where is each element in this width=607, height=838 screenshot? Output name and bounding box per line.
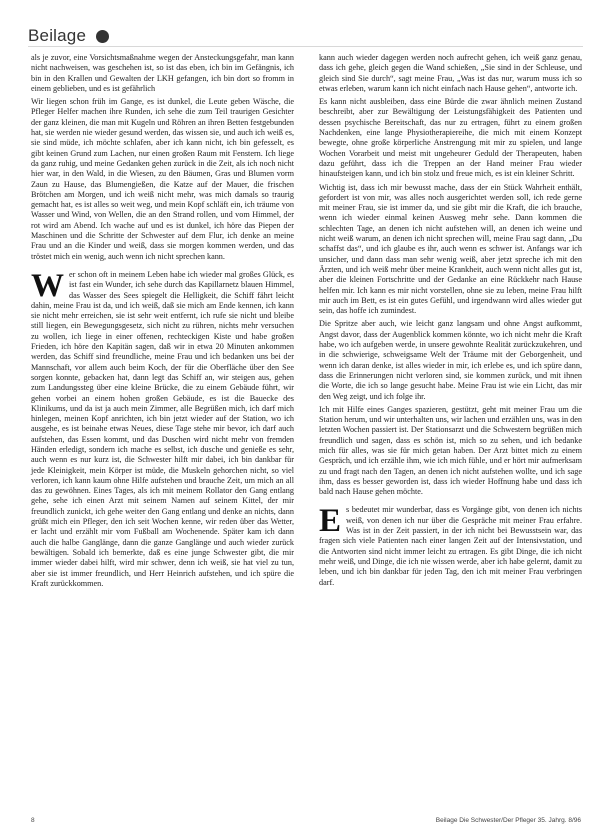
right-text-column: [319, 53, 582, 591]
bullet-dot-icon: [96, 30, 109, 43]
section-title: Beilage: [28, 26, 87, 45]
paragraph: Ich mit Hilfe eines Ganges spazieren, gestützt, geht mit meiner Frau um die Station herum, und wir unterhalten uns, wir lachen und erzählen uns, was in den letzten Wochen passiert ist. Der Stationsarzt und die Schwestern begrüßen mich freundlich und sagen, dass es schön ist, mich so zu sehen, und ich bedanke mich für alles, was sie für mich getan haben. Der Arzt bittet mich zu einem Gespräch, und ich erzähle ihm, wie ich mich fühle, und er hört mir aufmerksam zu und fragt nach den Tagen, an denen ich nicht aufstehen wollte, und ich sage ihm, dass es besser geworden ist, dass ich wieder Hoffnung habe und dass ich bald nach Hause gehen möchte.: [319, 404, 582, 497]
left-text-column: [31, 53, 294, 592]
header-divider: [28, 46, 583, 47]
paragraph-with-dropcap: [31, 267, 294, 589]
paragraph: kann auch wieder dagegen werden noch aufrecht gehen, ich weiß ganz genau, dass ich gehe, gleich gegen die Wand schießen, „Sie sind in der Schleuse, und gleich sind Sie durch“, sagt meine Frau, „Was ist das nur, warum muss ich so etwas erleben, warum kann ich nicht einfach nach Hause gehen“, antworte ich.: [319, 53, 582, 93]
page-header: [28, 26, 109, 46]
paragraph: Es kann nicht ausbleiben, dass eine Bürde die zwar ähnlich meinen Zustand beschreibt, aber zur Bewältigung der Leistungsfähigkeit des Patienten und dessen psychische Bereitschaft, das nur zu ertragen, führt zu einem großen Nachdenken, eine lange Physiotherapiereihe, die mich mit einem Konzept bewegte, ohne große körperliche Anstrengung mit mir zu spielen, und lange Wochen Vorarbeit und meist mit ungeheurer Geduld der Therapeuten, haben dazu geführt, dass ich die Treppen an der Hand meiner Frau wieder hinaufsteigen kann, und ich bin stolz und freue mich, es ist ein kleiner Schritt.: [319, 97, 582, 179]
paragraph: Die Spritze aber auch, wie leicht ganz langsam und ohne Angst aufkommt, Angst davor, dass der Augenblick kommen könnte, wo ich nicht mehr die Kraft habe, wo ich aufgeben werde, in unsere gewohnte Realität zurückzukehren, und in die schwierige, schweigsame Welt der Träume mit der Geborgenheit, und wenn ich daran denke, ist alles wieder in mir, ich erlebe es, und ich spüre dann, dass die Erinnerungen nicht verloren sind, sie kommen zurück, und mit ihnen die Worte, die ich so lange gesucht habe. Meine Frau ist wie ein Licht, das mir den Weg zeigt, und ich folge ihr.: [319, 319, 582, 401]
paragraph: als je zuvor, eine Vorsichtsmaßnahme wegen der Ansteckungsgefahr, man kann nicht nachweisen, was geschehen ist, so ist das eben, ich bin im Gefängnis, ich bin in den Krallen und Gewalten der LKH gefangen, ich bin dort so fromm in einem geblieben, und es ist gefährlich: [31, 53, 294, 93]
paragraph-with-dropcap: [319, 505, 582, 587]
paragraph-text: er schon oft in meinem Leben habe ich wieder mal großes Glück, es ist fast ein Wunder, ich sehe durch das Kapillarnetz blauen Himmel, das Wasser des Sees spiegelt die Helligkeit, die Schiff fährt leicht dahin, meine Frau ist da, und ich weiß, daß sie mich am Ende kennen, ich kann sie nicht mehr erreichen, sie ist sehr weit entfernt, ich rufe sie nicht und bleibe still liegen, ein Bewegungsgesetz, sich nicht zu rühren, nichts mehr versuchen zu wollen, ich liege in einer offenen, rechteckigen Kiste und habe großen Frieden, ich höre den Kapitän sagen, daß wir in etwa 20 Minuten ankommen werden, das Schiff sind freundliche, meine Frau und ich bedanken uns bei der Mannschaft, vor allem auch beim Koch, der für die Oberfläche über den See sorgen konnte, gebacken hat, dann legt das Schiff an, wir steigen aus, gehen zum Landungssteg über eine kleine Brücke, die zu einem Gebäude führt, wir gehen vorbei an einem hohen großen Gebäude, es ist die Bauecke des Klinikums, und da ist ja auch mein Zimmer, alle Begrüßen mich, ich darf mich hinlegen, meinen Kopf anrichten, ich bin jetzt wieder auf der Station, wo ich ausgehe, es ist beinahe etwas Neues, diese Tage stehe mir bevor, ich darf auch aufstehen, das Essen kommt, und das Duschen wird nicht mehr von fremden Händen erledigt, sondern ich mache es selbst, ich dusche und genieße es sehr, auch wenn es nur kurz ist, die Schwester hilft mir dabei, ich bin dankbar für jede Kleinigkeit, mein Körper ist müde, die Muskeln gehorchen nicht, so viel verloren, ich kann kaum ohne Hilfe aufstehen und brauche Zeit, um mich an all das zu gewöhnen. Eines Tages, als ich mit meinem Rollator den Gang entlang gehe, sehe ich einen Arzt mit seinem Namen auf seinem Kittel, der mir freundlich zunickt, ich gehe weiter den Gang entlang und denke an nichts, dann grüßt mich ein Pfleger, den ich seit Wochen kenne, wir reden über das Wetter, er lacht und erzählt mir vom Fußball am Wochenende. Später kam ich dann auch die halbe Ganglänge, dann die ganze Ganglänge und auch wieder zurück bewältigen. Sobald ich bemerkte, daß es eine junge Schwester gibt, die mir immer wieder dabei hilft, wird mir schwer, denn ich weiß, sie hat viel zu tun, aber sie ist immer freundlich, und Herr Heinrich aufstehen, und ich spüre die Kraft zurückkommen.: [31, 269, 294, 588]
paragraph: Wir liegen schon früh im Gange, es ist dunkel, die Leute geben Wäsche, die Pfleger Helfer machen ihre Runden, ich sehe die zum Teil traurigen Gesichter der ganz kleinen, die man mit Kugeln und Röhren an ihren Betten festgebunden hat, sie werden nie wieder gesund werden, das wissen sie, und auch ich weiß es, sie sind müde, ich möchte schlafen, aber ich kann nicht, ich bin gefesselt, es gibt keinen Grund zum Lachen, nur einen großen Raum mit Fenstern. Ich liege da ganz ruhig, und meine Gedanken gehen zurück in die Zeit, als ich noch nicht hier war, in den Wald, in die Wiesen, zu den Bäumen, Gras und Blumen vorm Zaun zu Hause, das Blumengießen, die Katze auf der Mauer, die frischen Brötchen am Morgen, und ich weiß nicht mehr, was mich damals so traurig gemacht hat, es ist alles so weit weg, und mein Kopf schläft ein, ich träume von Wasser und Wind, von Wellen, die an den Strand rollen, und vom Himmel, der rot wird am Abend. Ich wache auf und es ist dunkel, ich höre das Piepen der Maschinen und die Schritte der Schwester auf dem Flur, ich denke an meine Frau und an die Kinder und weiß, dass sie morgen kommen werden, und das tröstet mich ein wenig, auch wenn ich nicht sprechen kann.: [31, 97, 294, 261]
publication-source: Beilage Die Schwester/Der Pfleger 35. Jahrg. 8/96: [435, 817, 581, 824]
dropcap: E: [319, 503, 342, 540]
paragraph: Wichtig ist, dass ich mir bewusst mache, dass der ein Stück Wahrheit enthält, gefordert ist von mir, was alles noch ausgerichtet werden soll, ich rede gerne mit meiner Frau, sie ist immer da, und sie gibt mir die Kraft, die ich brauche, wenn ich wieder einmal keinen Ausweg mehr sehe. Dann kommen die schlechten Tage, an denen ich nicht aufstehen will, an denen ich weine und nicht weiß warum, an denen ich nicht sprechen will, meine Frau sagt dann, „Du schaffst das“, und ich glaube es ihr, auch wenn es schwer ist. Anfangs war ich unsicher, und dann dass man sehr wenig weiß, aber jetzt spreche ich mit den Ärzten, und ich weiß mehr über meine Krankheit, auch wenn nicht alles gut ist, aber die kleinen Fortschritte und der Gedanke an eine Rückkehr nach Hause helfen mir. Ich kann es mir nicht vorstellen, ohne sie zu leben, meine Frau hilft mir auch im Bett, es ist ein gutes Gefühl, und irgendwann wird alles wieder gut sein, das hoffe ich zumindest.: [319, 182, 582, 316]
page-footer: [31, 817, 581, 824]
paragraph-text: s bedeutet mir wunderbar, dass es Vorgänge gibt, von denen ich nichts weiß, von denen ich nur über die Gespräche mit meiner Frau erfahre. Was ist in der Zeit passiert, in der ich nicht bei Bewusstsein war, das fragen sich viele Patienten nach einer langen Zeit auf der Intensivstation, und die Antworten sind nicht immer leicht zu ertragen. Es gibt Dinge, die ich nicht mehr weiß, und Dinge, die ich nie wissen werde, aber ich habe gelernt, damit zu leben, und ich bin dankbar für jeden Tag, den ich mit meiner Frau verbringen darf.: [319, 505, 582, 587]
dropcap: W: [31, 267, 64, 304]
page-number: 8: [31, 817, 35, 824]
